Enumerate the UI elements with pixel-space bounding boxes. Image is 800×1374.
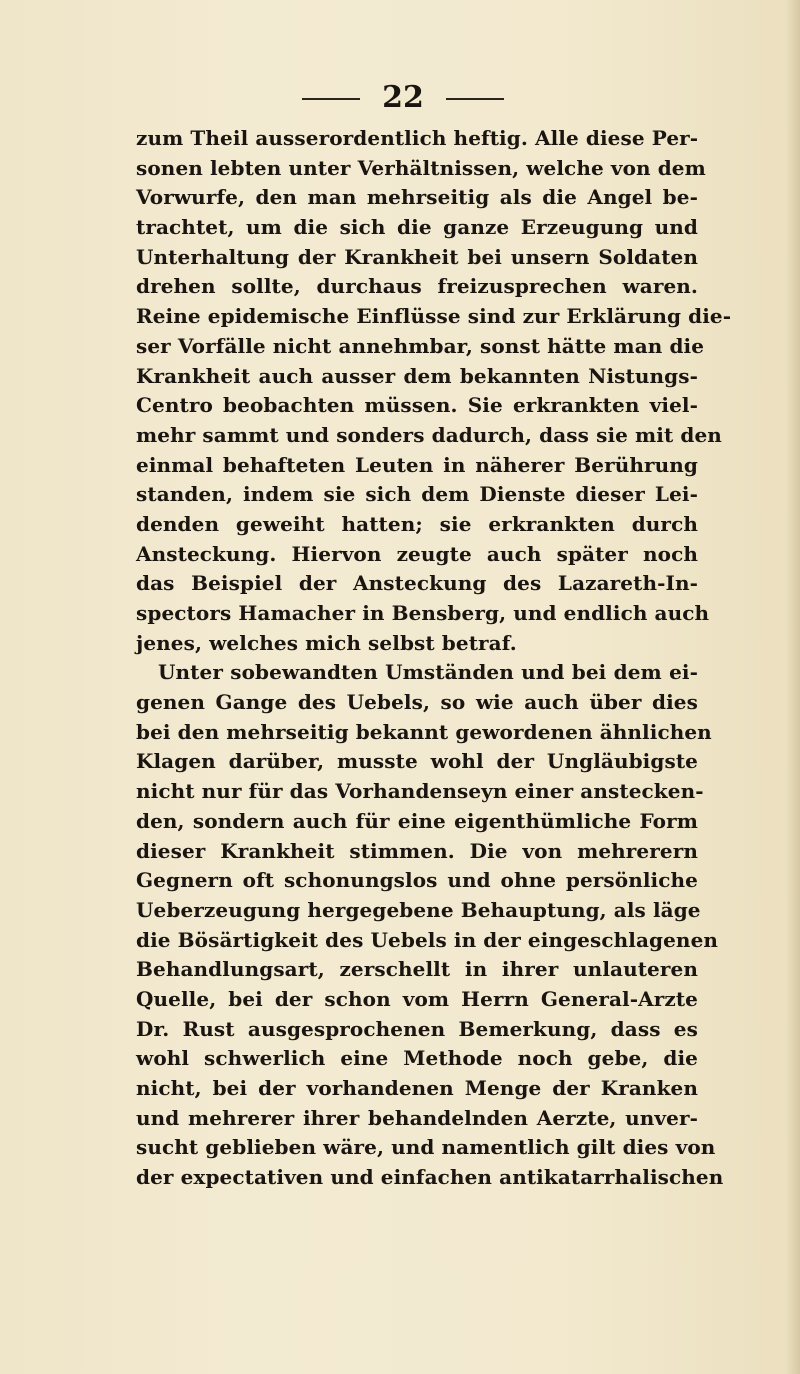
text-line: die Bösärtigkeit des Uebels in der eingeschlagenen [136,927,719,952]
text-line: nicht, bei der vorhandenen Menge der Kranken [136,1076,698,1100]
text-line: den, sondern auch für eine eigenthümliche Form [136,808,698,833]
text-line: drehen sollte, durchaus freizusprechen waren. [136,274,698,299]
text-line: einmal behafteten Leuten in näherer Berührung [136,452,698,477]
page-header [0,78,800,118]
body-text [136,124,732,1193]
text-line: bei den mehrseitig bekannt gewordenen ähnlichen [136,719,712,744]
text-line: Klagen darüber, musste wohl der Ungläubigste [136,749,698,774]
text-line: Quelle, bei der schon vom Herrn General-Arzte [136,986,698,1011]
header-rule-right [446,98,504,100]
text-line: sonen lebten unter Verhältnissen, welche von dem [136,155,706,180]
text-line: nicht nur für das Vorhandenseyn einer anstecken- [136,779,704,804]
text-line: genen Gange des Uebels, so wie auch über dies [136,690,698,715]
page-number: 22 [382,80,424,115]
text-line: der expectativen und einfachen antikatarrhalischen [136,1165,724,1190]
text-line: Reine epidemische Einflüsse sind zur Erklärung die- [136,304,732,329]
text-line: dieser Krankheit stimmen. Die von mehrerern [136,838,698,863]
text-line: Gegnern oft schonungslos und ohne persönliche [136,868,698,893]
text-line: Ueberzeugung hergegebene Behauptung, als läge [136,897,701,922]
text-line: Ansteckung. Hiervon zeugte auch später noch [136,541,698,566]
text-line: trachtet, um die sich die ganze Erzeugung und [136,215,698,240]
text-line: Centro beobachten müssen. Sie erkrankten viel- [136,393,698,418]
text-line: Dr. Rust ausgesprochenen Bemerkung, dass es [136,1016,698,1041]
text-line: ser Vorfälle nicht annehmbar, sonst hätte man die [136,333,705,358]
text-line: denden geweiht hatten; sie erkrankten durch [136,511,698,536]
text-line: das Beispiel der Ansteckung des Lazareth-In- [136,571,698,596]
text-line: Vorwurfe, den man mehrseitig als die Angel be- [136,185,698,210]
text-line: Krankheit auch ausser dem bekannten Nistungs- [136,363,698,388]
text-line: und mehrerer ihrer behandelnden Aerzte, unver- [136,1105,698,1130]
text-line: standen, indem sie sich dem Dienste dieser Lei- [136,482,698,507]
text-line: wohl schwerlich eine Methode noch gebe, die [136,1046,698,1071]
text-line: jenes, welches mich selbst betraf. [136,630,517,655]
page-edge-shadow [786,0,800,1374]
text-line: Unterhaltung der Krankheit bei unsern Soldaten [136,244,698,269]
text-line: zum Theil ausserordentlich heftig. Alle diese Per- [136,126,699,150]
text-line: spectors Hamacher in Bensberg, und endlich auch [136,601,710,625]
text-line: Unter sobewandten Umständen und bei dem ei- [158,660,698,685]
header-rule-left [302,98,360,100]
text-line: sucht geblieben wäre, und namentlich gilt dies von [136,1135,716,1160]
text-line: mehr sammt und sonders dadurch, dass sie mit den [136,422,722,447]
text-line: Behandlungsart, zerschellt in ihrer unlauteren [136,957,698,982]
